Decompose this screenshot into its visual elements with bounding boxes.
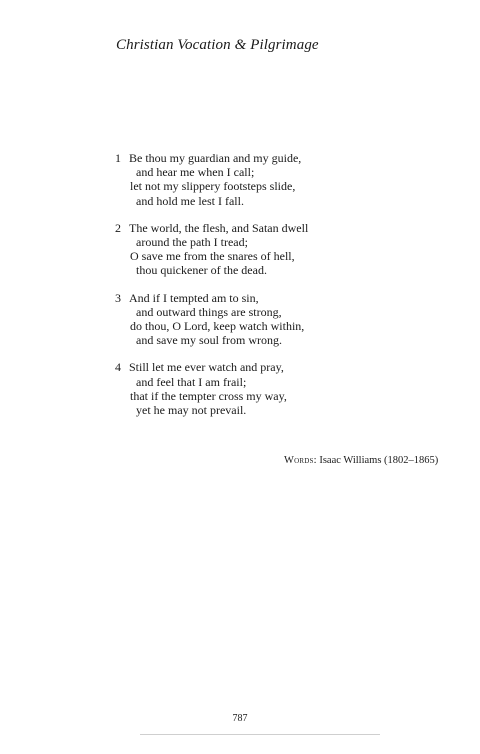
page-header — [116, 37, 319, 54]
verse-1 — [115, 151, 435, 208]
verse-line: O save me from the snares of hell, — [130, 249, 295, 264]
hymn-verses — [115, 151, 435, 430]
verse-number: 1 — [115, 151, 121, 165]
verse-line: around the path I tread; — [136, 235, 248, 250]
verse-line: The world, the flesh, and Satan dwell — [129, 220, 309, 235]
verse-line: And if I tempted am to sin, — [129, 290, 259, 305]
verse-line: do thou, O Lord, keep watch within, — [130, 319, 305, 334]
page-number: 787 — [232, 713, 248, 724]
verse-line: and hold me lest I fall. — [136, 193, 244, 208]
verse-line: yet he may not prevail. — [136, 403, 247, 418]
verse-4 — [115, 360, 435, 417]
verse-line: thou quickener of the dead. — [136, 263, 267, 278]
verse-3 — [115, 291, 435, 348]
credit-label: Words: — [284, 455, 317, 466]
words-credit — [284, 455, 438, 466]
verse-line: let not my slippery footsteps slide, — [130, 179, 296, 194]
verse-line: that if the tempter cross my way, — [130, 388, 287, 403]
verse-line: and save my soul from wrong. — [136, 333, 282, 348]
verse-number: 2 — [115, 220, 121, 235]
section-title: Christian Vocation & Pilgrimage — [116, 37, 319, 53]
verse-line: and hear me when I call; — [136, 165, 255, 180]
footer-rule — [140, 734, 380, 735]
verse-line: Be thou my guardian and my guide, — [129, 151, 302, 165]
verse-line: and outward things are strong, — [136, 304, 282, 319]
verse-number: 4 — [115, 360, 121, 375]
verse-number: 3 — [115, 290, 121, 305]
credit-author: Isaac Williams (1802–1865) — [319, 455, 439, 466]
verse-line: Still let me ever watch and pray, — [129, 360, 284, 375]
verse-line: and feel that I am frail; — [136, 374, 247, 389]
verse-2 — [115, 221, 435, 278]
